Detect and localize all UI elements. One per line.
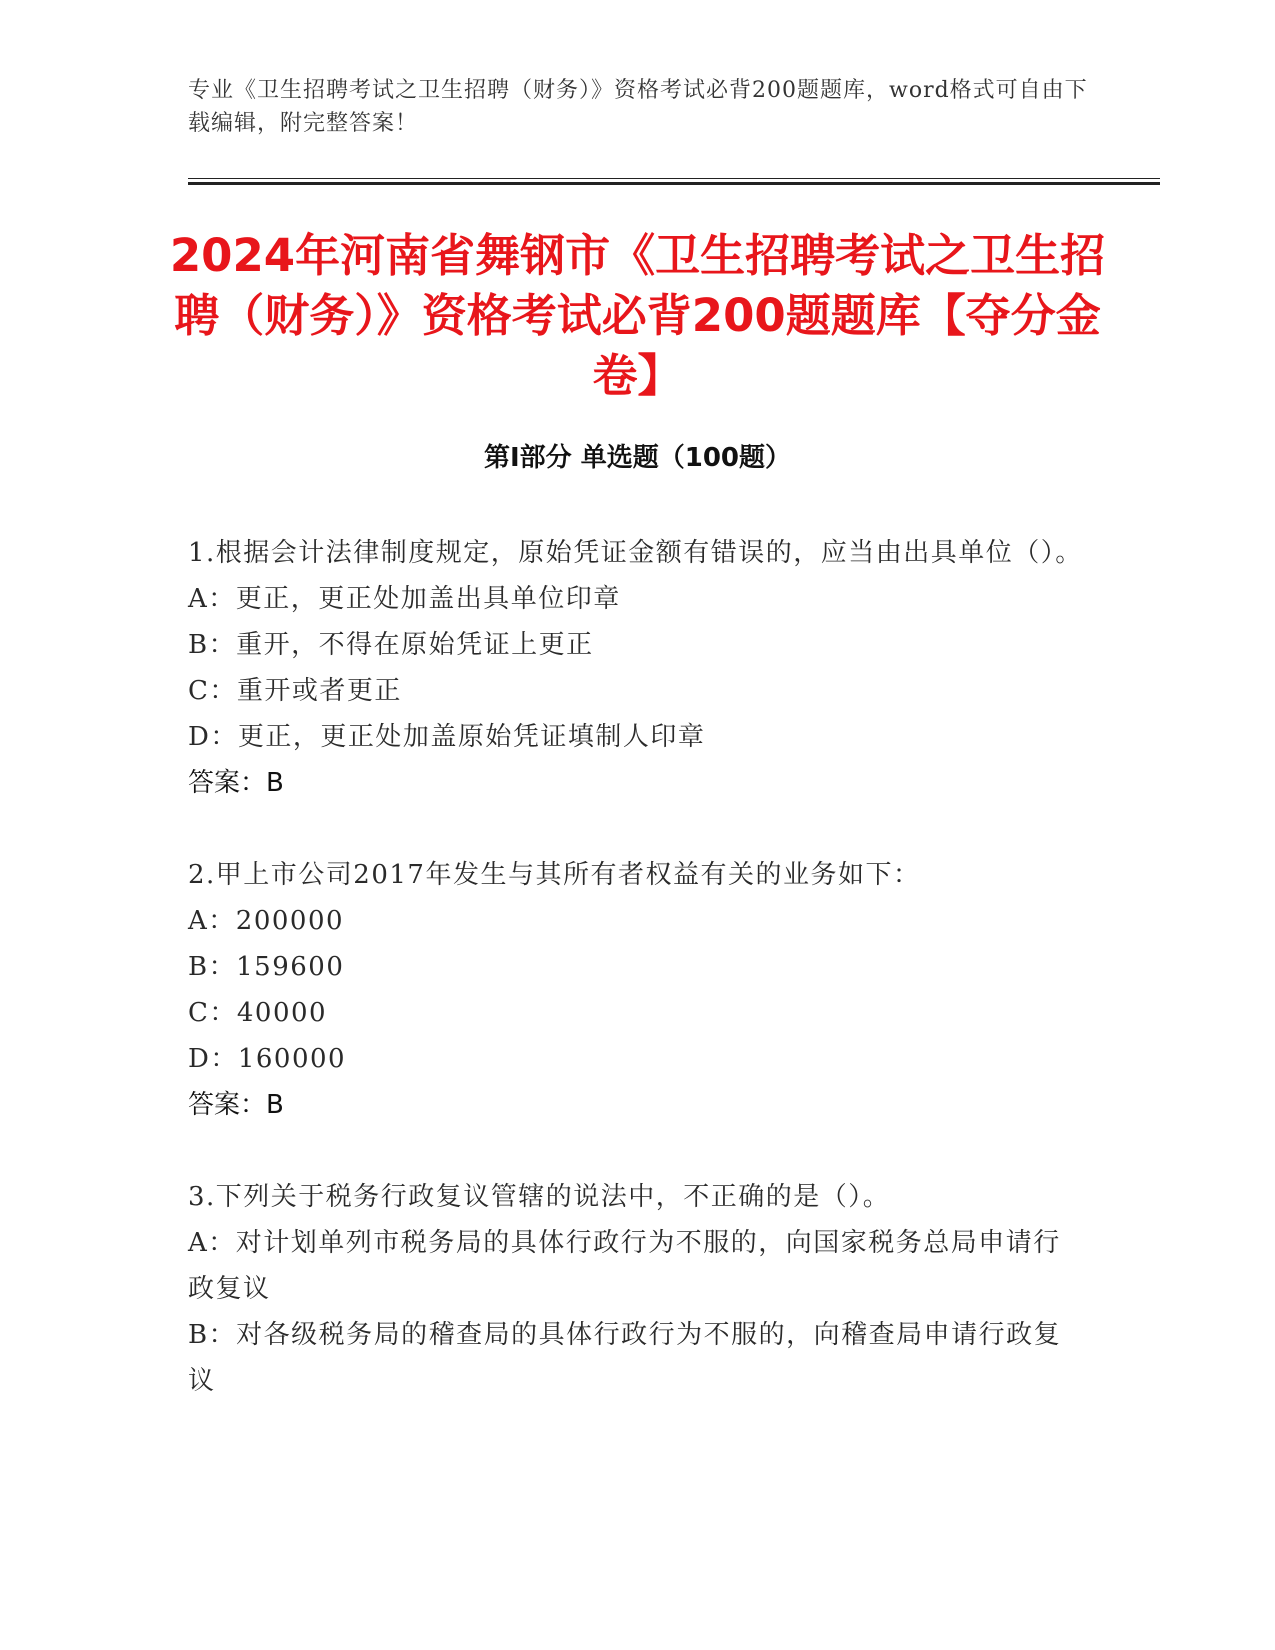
option-a: A：对计划单列市税务局的具体行政行为不服的，向国家税务总局申请行政复议 xyxy=(188,1228,1061,1304)
question-1 xyxy=(188,530,1088,806)
option-d: D：更正，更正处加盖原始凭证填制人印章 xyxy=(188,722,706,752)
header-divider-thin xyxy=(188,178,1160,179)
option-d: D：160000 xyxy=(188,1044,347,1074)
option-b: B：重开，不得在原始凭证上更正 xyxy=(188,630,594,660)
answer: 答案：B xyxy=(188,768,284,798)
question-list xyxy=(188,530,1088,1450)
answer: 答案：B xyxy=(188,1090,284,1120)
option-a: A：更正，更正处加盖出具单位印章 xyxy=(188,584,621,614)
option-c: C：40000 xyxy=(188,998,328,1028)
option-b: B：对各级税务局的稽查局的具体行政行为不服的，向稽查局申请行政复议 xyxy=(188,1320,1062,1396)
option-b: B：159600 xyxy=(188,952,345,982)
option-c: C：重开或者更正 xyxy=(188,676,402,706)
header-divider-thick xyxy=(188,182,1160,185)
option-a: A：200000 xyxy=(188,906,345,936)
question-stem: 1.根据会计法律制度规定，原始凭证金额有错误的，应当由出具单位（）。 xyxy=(188,538,1083,568)
question-stem: 3.下列关于税务行政复议管辖的说法中，不正确的是（）。 xyxy=(188,1182,891,1212)
question-2 xyxy=(188,852,1088,1128)
document-header-note: 专业《卫生招聘考试之卫生招聘（财务）》资格考试必背200题题库，word格式可自由下载编辑，附完整答案！ xyxy=(188,78,1088,136)
section-heading: 第I部分 单选题（100题） xyxy=(484,443,791,473)
question-stem: 2.甲上市公司2017年发生与其所有者权益有关的业务如下： xyxy=(188,860,921,890)
question-3 xyxy=(188,1174,1088,1404)
document-title: 2024年河南省舞钢市《卫生招聘考试之卫生招聘（财务）》资格考试必背200题题库【夺分金卷】 xyxy=(169,229,1106,402)
